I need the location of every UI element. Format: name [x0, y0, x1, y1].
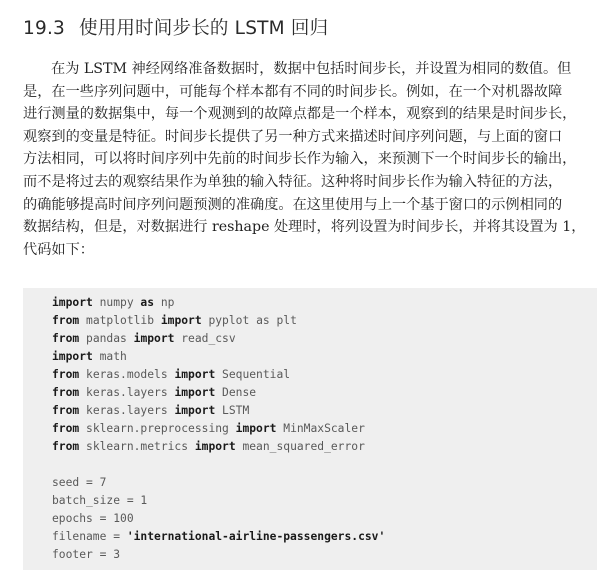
code-line: seed = 7 — [52, 476, 107, 489]
paragraph-line: 进行测量的数据集中，每一个观测到的故障点都是一个样本，观察到的结果是时间步长， — [23, 106, 577, 123]
code-line: import math — [52, 350, 127, 363]
code-line: batch_size = 1 — [52, 494, 148, 507]
section-number: 19.3 — [23, 18, 65, 39]
code-line: from pandas import read_csv — [52, 332, 236, 345]
paragraph-line: 而不是将过去的观察结果作为单独的输入特征。这种将时间步长作为输入特征的方法， — [23, 173, 563, 190]
code-line: import numpy as np — [52, 296, 175, 309]
code-line: from keras.layers import LSTM — [52, 404, 250, 417]
paragraph-line: 在为 LSTM 神经网络准备数据时，数据中包括时间步长，并设置为相同的数值。但 — [51, 61, 572, 77]
code-line: from keras.models import Sequential — [52, 368, 291, 381]
section-heading — [23, 14, 328, 40]
paragraph-line: 数据结构，但是，对数据进行 reshape 处理时，将列设置为时间步长，并将其设置为 1， — [23, 219, 586, 236]
code-listing — [52, 294, 385, 564]
paragraph-line: 的确能够提高时间序列问题预测的准确度。在这里使用与上一个基于窗口的示例相同的 — [23, 196, 563, 213]
code-line: from matplotlib import pyplot as plt — [52, 314, 297, 327]
code-line: from keras.layers import Dense — [52, 386, 257, 399]
code-blank-line — [52, 456, 385, 474]
paragraph-line: 是，在一些序列问题中，可能每个样本都有不同的时间步长。例如，在一个对机器故障 — [23, 83, 563, 100]
paragraph-line: 方法相同，可以将时间序列中先前的时间步长作为输入，来预测下一个时间步长的输出， — [23, 151, 577, 168]
code-line: epochs = 100 — [52, 512, 134, 525]
section-title: 使用用时间步长的 LSTM 回归 — [79, 18, 329, 39]
body-paragraph — [23, 58, 593, 261]
code-line: from sklearn.preprocessing import MinMaxScaler — [52, 422, 365, 435]
paragraph-line: 观察到的变量是特征。时间步长提供了另一种方式来描述时间序列问题，与上面的窗口 — [23, 128, 563, 145]
paragraph-line: 代码如下： — [23, 241, 94, 258]
code-line: footer = 3 — [52, 548, 121, 561]
code-block — [23, 288, 597, 570]
code-line: filename = 'international-airline-passengers.csv' — [52, 530, 386, 543]
code-line: from sklearn.metrics import mean_squared_error — [52, 440, 365, 453]
